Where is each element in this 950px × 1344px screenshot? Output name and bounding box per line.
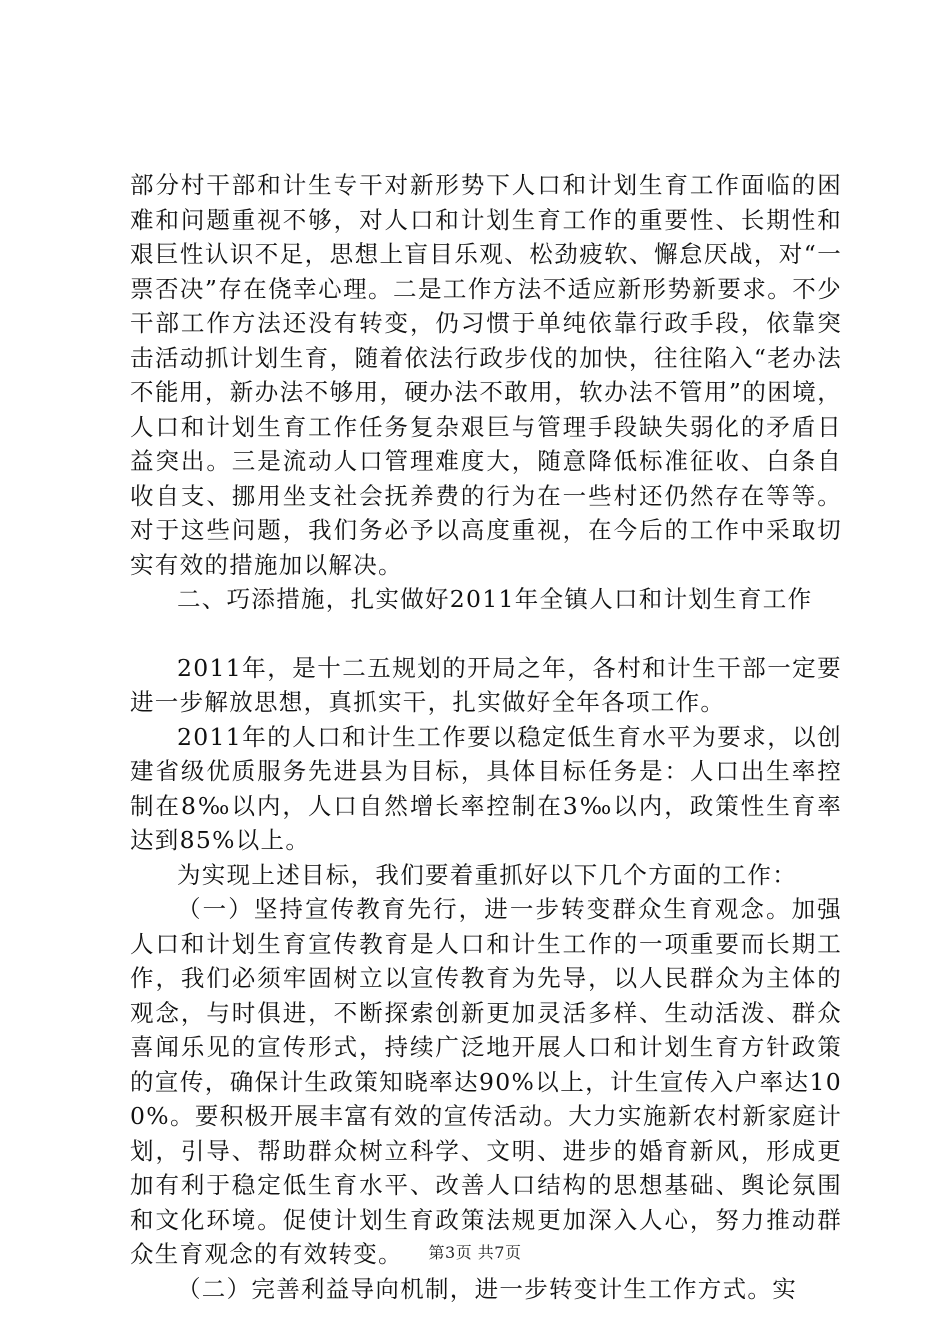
- paragraph-intro: 为实现上述目标，我们要着重抓好以下几个方面的工作：: [177, 860, 797, 889]
- paragraph-continued: 部分村干部和计生专干对新形势下人口和计划生育工作面临的困难和问题重视不够，对人口和计划生育工作的重要性、长期性和艰巨性认识不足，思想上盲目乐观、松劲疲软、懈怠厌战，对“一票否决”存在侥幸心理。二是工作方法不适应新形势新要求。不少干部工作方法还没有转变，仍习惯于单纯依靠行政手段，依靠突击活动抓计划生育，随着依法行政步伐的加快，往往陷入“老办法不能用，新办法不够用，硬办法不敢用，软办法不管用”的困境，人口和计划生育工作任务复杂艰巨与管理手段缺失弱化的矛盾日益突出。三是流动人口管理难度大，随意降低标准征收、白条自收自支、挪用坐支社会抚养费的行为在一些村还仍然存在等等。对于这些问题，我们务必予以高度重视，在今后的工作中采取切实有效的措施加以解决。: [130, 171, 842, 579]
- paragraph-item-1: （一）坚持宣传教育先行，进一步转变群众生育观念。加强人口和计划生育宣传教育是人口和计生工作的一项重要而长期工作，我们必须牢固树立以宣传教育为先导，以人民群众为主体的观念，与时俱进，不断探索创新更加灵活多样、生动活泼、群众喜闻乐见的宣传形式，持续广泛地开展人口和计划生育方针政策的宣传，确保计生政策知晓率达90%以上，计生宣传入户率达100%。要积极开展丰富有效的宣传活动。大力实施新农村新家庭计划，引导、帮助群众树立科学、文明、进步的婚育新风，形成更加有利于稳定低生育水平、改善人口结构的思想基础、舆论氛围和文化环境。促使计划生育政策法规更加深入人心，努力推动群众生育观念的有效转变。: [130, 895, 842, 1268]
- paragraph-opening: 2011年，是十二五规划的开局之年，各村和计生干部一定要进一步解放思想，真抓实干，扎实做好全年各项工作。: [130, 653, 842, 716]
- paragraph-targets: 2011年的人口和计生工作要以稳定低生育水平为要求，以创建省级优质服务先进县为目标，具体目标任务是：人口出生率控制在8‰以内，人口自然增长率控制在3‰以内，政策性生育率达到85%以上。: [130, 722, 842, 854]
- paragraph-item-2: （二）完善利益导向机制，进一步转变计生工作方式。实: [177, 1274, 797, 1303]
- document-body: [130, 168, 842, 1306]
- page-footer: 第3页 共7页: [428, 1243, 522, 1262]
- section-heading: 二、巧添措施，扎实做好2011年全镇人口和计划生育工作: [177, 585, 813, 613]
